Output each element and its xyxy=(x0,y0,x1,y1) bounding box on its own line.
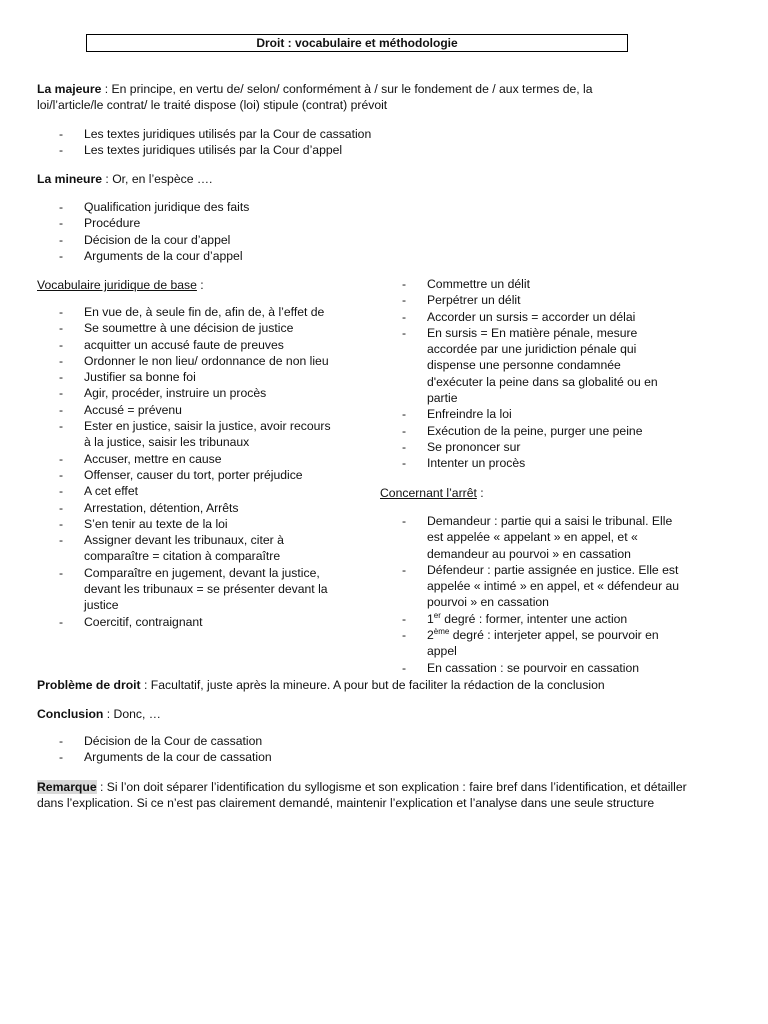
mineure-text: : Or, en l’espèce …. xyxy=(102,172,213,186)
probleme-section xyxy=(37,677,697,693)
list-item: - acquitter un accusé faute de preuves xyxy=(37,337,333,353)
remarque-label: Remarque xyxy=(37,780,97,794)
list-item: - Agir, procéder, instruire un procès xyxy=(37,385,333,401)
list-item: - Accorder un sursis = accorder un délai xyxy=(380,309,680,325)
vocab-heading-suffix: : xyxy=(196,278,204,292)
majeure-paragraph xyxy=(37,81,647,114)
remarque-text: : Si l’on doit séparer l’identification du syllogisme et son explication : faire bref dans l’identification, et détailler dans l’explication. Si ce n’est pas clairement demandé, maintenir l’explication et l’analyse dans une seule structure xyxy=(37,780,687,811)
list-item: - Demandeur : partie qui a saisi le tribunal. Elle est appelée « appelant » en appel, et « demandeur au pourvoi » en cassation xyxy=(380,513,680,562)
vocab-list-right xyxy=(380,276,680,472)
vocab-heading xyxy=(37,277,357,293)
probleme-text: : Facultatif, juste après la mineure. A pour but de faciliter la rédaction de la conclusion xyxy=(140,678,605,692)
list-item: - Accusé = prévenu xyxy=(37,402,333,418)
list-item: - Arguments de la cour de cassation xyxy=(37,749,647,765)
conclusion-list xyxy=(37,733,647,766)
list-item: - Justifier sa bonne foi xyxy=(37,369,333,385)
list-item: - Se soumettre à une décision de justice xyxy=(37,320,333,336)
list-item: - Exécution de la peine, purger une peine xyxy=(380,423,680,439)
list-item xyxy=(380,627,680,660)
majeure-label: La majeure xyxy=(37,82,102,96)
list-item: - En vue de, à seule fin de, afin de, à l’effet de xyxy=(37,304,333,320)
list-item: - Perpétrer un délit xyxy=(380,292,680,308)
mineure-label: La mineure xyxy=(37,172,103,186)
list-item: - Qualification juridique des faits xyxy=(37,199,647,215)
list-item: - Assigner devant les tribunaux, citer à comparaître = citation à comparaître xyxy=(37,532,333,565)
list-item: - Commettre un délit xyxy=(380,276,680,292)
list-item: - Se prononcer sur xyxy=(380,439,680,455)
arret-heading-label: Concernant l’arrêt xyxy=(380,486,477,500)
list-item: - Comparaître en jugement, devant la justice, devant les tribunaux = se présenter devant la justice xyxy=(37,565,333,614)
list-item: - Coercitif, contraignant xyxy=(37,614,333,630)
list-item: - Arguments de la cour d’appel xyxy=(37,248,647,264)
arret-heading xyxy=(380,485,680,501)
vocab-list-left xyxy=(37,304,333,630)
mineure-section xyxy=(37,171,647,187)
majeure-list xyxy=(37,126,647,159)
list-item: - Procédure xyxy=(37,215,647,231)
list-item: - Ordonner le non lieu/ ordonnance de non lieu xyxy=(37,353,333,369)
list-item: - Décision de la Cour de cassation xyxy=(37,733,647,749)
degree-suffix: er xyxy=(433,610,441,620)
list-item: - Offenser, causer du tort, porter préjudice xyxy=(37,467,333,483)
list-item: - A cet effet xyxy=(37,483,333,499)
list-item xyxy=(380,611,680,627)
list-item: - Les textes juridiques utilisés par la Cour de cassation xyxy=(37,126,647,142)
conclusion-label: Conclusion xyxy=(37,707,104,721)
mineure-list xyxy=(37,199,647,264)
arret-list xyxy=(380,513,680,676)
arret-heading-suffix: : xyxy=(476,486,484,500)
degree-number: 1 xyxy=(427,611,434,626)
list-item: - Enfreindre la loi xyxy=(380,406,680,422)
list-item: - Ester en justice, saisir la justice, avoir recours à la justice, saisir les tribunaux xyxy=(37,418,333,451)
degree-text: degré : former, intenter une action xyxy=(440,611,628,626)
remarque-section xyxy=(37,779,697,812)
list-item: - En cassation : se pourvoir en cassation xyxy=(380,660,680,676)
list-item: - Les textes juridiques utilisés par la Cour d’appel xyxy=(37,142,647,158)
probleme-label: Problème de droit xyxy=(37,678,141,692)
conclusion-text: : Donc, … xyxy=(103,707,161,721)
list-item: - S’en tenir au texte de la loi xyxy=(37,516,333,532)
degree-suffix: ème xyxy=(433,627,450,637)
conclusion-section xyxy=(37,706,647,722)
list-item: - En sursis = En matière pénale, mesure accordée par une juridiction pénale qui dispense une personne condamnée d'exécuter la peine dans sa globalité ou en partie xyxy=(380,325,680,406)
degree-number: 2 xyxy=(427,628,434,643)
document-title: Droit : vocabulaire et méthodologie xyxy=(86,34,628,52)
list-item: - Défendeur : partie assignée en justice. Elle est appelée « intimé » en appel, et « défendeur au pourvoi » en cassation xyxy=(380,562,680,611)
degree-text: degré : interjeter appel, se pourvoir en appel xyxy=(427,628,659,659)
majeure-text: : En principe, en vertu de/ selon/ conformément à / sur le fondement de / aux termes de, la loi/l’article/le contrat/ le traité dispose (loi) stipule (contrat) prévoit xyxy=(37,82,593,113)
majeure-section xyxy=(37,81,647,114)
list-item: - Arrestation, détention, Arrêts xyxy=(37,500,333,516)
list-item: - Accuser, mettre en cause xyxy=(37,451,333,467)
vocab-heading-label: Vocabulaire juridique de base xyxy=(37,278,197,292)
list-item: - Intenter un procès xyxy=(380,455,680,471)
list-item: - Décision de la cour d’appel xyxy=(37,232,647,248)
